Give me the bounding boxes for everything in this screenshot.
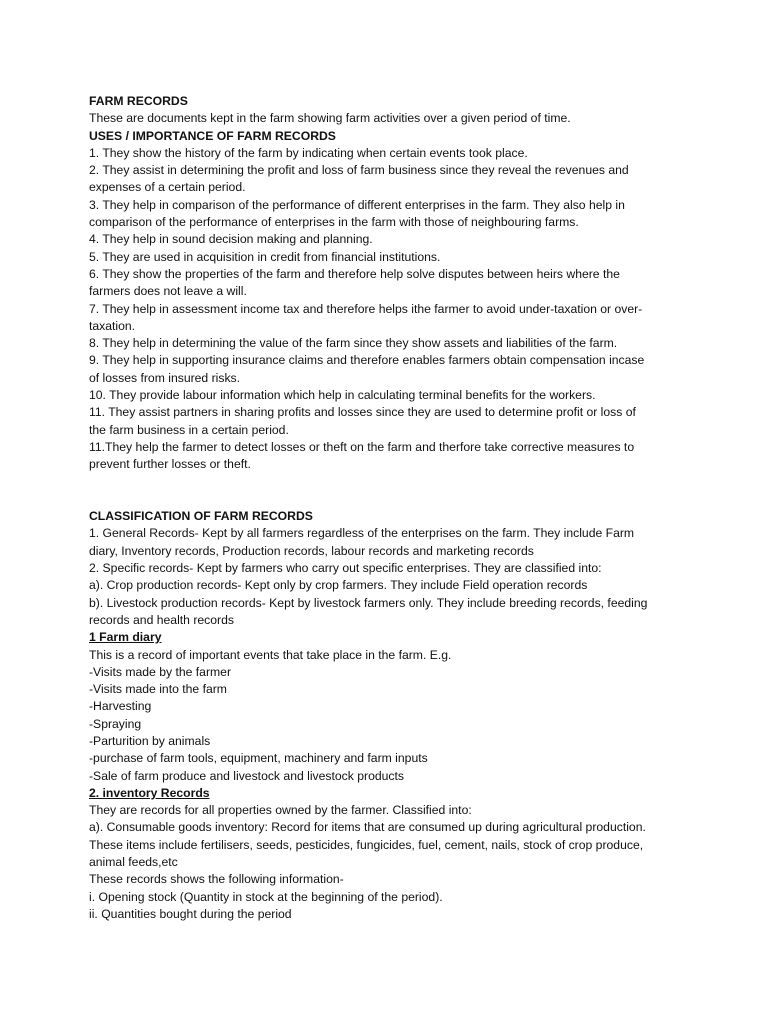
uses-line: 11. They assist partners in sharing profits and losses since they are used to determine profit or loss of bbox=[89, 405, 636, 420]
classification-line: b). Livestock production records- Kept by livestock farmers only. They include breeding records, feeding bbox=[89, 595, 648, 610]
farm-diary-line: -Visits made by the farmer bbox=[89, 664, 232, 679]
heading-classification: CLASSIFICATION OF FARM RECORDS bbox=[89, 509, 313, 524]
uses-line: 11.They help the farmer to detect losses or theft on the farm and therfore take corrective measures to bbox=[89, 439, 635, 454]
section-spacer bbox=[89, 491, 689, 508]
uses-line: taxation. bbox=[89, 318, 136, 333]
inventory-line: These records shows the following information- bbox=[89, 872, 344, 887]
uses-line: 7. They help in assessment income tax and therefore helps ithe farmer to avoid under-taxation or over- bbox=[89, 301, 643, 316]
classification-line: 1. General Records- Kept by all farmers regardless of the enterprises on the farm. They include Farm bbox=[89, 526, 635, 541]
uses-line: 5. They are used in acquisition in credit from financial institutions. bbox=[89, 249, 441, 264]
inventory-line: a). Consumable goods inventory: Record for items that are consumed up during agricultural production. bbox=[89, 820, 646, 835]
heading-farm-diary: 1 Farm diary bbox=[89, 630, 162, 645]
uses-line: 2. They assist in determining the profit and loss of farm business since they reveal the revenues and bbox=[89, 163, 629, 178]
uses-line: 4. They help in sound decision making and planning. bbox=[89, 232, 373, 247]
heading-uses: USES / IMPORTANCE OF FARM RECORDS bbox=[89, 128, 336, 143]
farm-diary-line: -Spraying bbox=[89, 716, 142, 731]
farm-diary-line: This is a record of important events that take place in the farm. E.g. bbox=[89, 647, 452, 662]
classification-line: 2. Specific records- Kept by farmers who carry out specific enterprises. They are classified into: bbox=[89, 561, 602, 576]
uses-line: 1. They show the history of the farm by indicating when certain events took place. bbox=[89, 145, 528, 160]
uses-line: the farm business in a certain period. bbox=[89, 422, 289, 437]
farm-diary-line: -Harvesting bbox=[89, 699, 152, 714]
farm-diary-line: -purchase of farm tools, equipment, machinery and farm inputs bbox=[89, 751, 428, 766]
uses-line: comparison of the performance of enterprises in the farm with those of neighbouring farms. bbox=[89, 215, 579, 230]
inventory-line: They are records for all properties owned by the farmer. Classified into: bbox=[89, 803, 472, 818]
inventory-line: These items include fertilisers, seeds, pesticides, fungicides, fuel, cement, nails, stock of crop produce, bbox=[89, 837, 644, 852]
uses-line: 3. They help in comparison of the performance of different enterprises in the farm. They also help in bbox=[89, 197, 625, 212]
heading-inventory: 2. inventory Records bbox=[89, 785, 210, 800]
farm-diary-line: -Visits made into the farm bbox=[89, 682, 227, 697]
uses-line: expenses of a certain period. bbox=[89, 180, 246, 195]
inventory-line: ii. Quantities bought during the period bbox=[89, 906, 292, 921]
uses-line: 8. They help in determining the value of the farm since they show assets and liabilities of the farm. bbox=[89, 336, 618, 351]
uses-line: 6. They show the properties of the farm and therefore help solve disputes between heirs where the bbox=[89, 266, 620, 281]
inventory-line: animal feeds,etc bbox=[89, 855, 178, 870]
definition-text: These are documents kept in the farm showing farm activities over a given period of time. bbox=[89, 111, 571, 126]
uses-line: farmers does not leave a will. bbox=[89, 284, 247, 299]
farm-diary-line: -Parturition by animals bbox=[89, 733, 211, 748]
uses-line: prevent further losses or theft. bbox=[89, 457, 251, 472]
document-page bbox=[89, 93, 689, 923]
heading-farm-records: FARM RECORDS bbox=[89, 94, 188, 108]
uses-line: 10. They provide labour information which help in calculating terminal benefits for the workers. bbox=[89, 388, 596, 403]
classification-line: diary, Inventory records, Production records, labour records and marketing records bbox=[89, 543, 534, 558]
classification-line: a). Crop production records- Kept only by crop farmers. They include Field operation records bbox=[89, 578, 588, 593]
section-spacer bbox=[89, 474, 689, 491]
classification-line: records and health records bbox=[89, 612, 234, 627]
uses-line: 9. They help in supporting insurance claims and therefore enables farmers obtain compensation incase bbox=[89, 353, 645, 368]
farm-diary-line: -Sale of farm produce and livestock and livestock products bbox=[89, 768, 405, 783]
inventory-line: i. Opening stock (Quantity in stock at the beginning of the period). bbox=[89, 889, 443, 904]
uses-line: of losses from insured risks. bbox=[89, 370, 241, 385]
